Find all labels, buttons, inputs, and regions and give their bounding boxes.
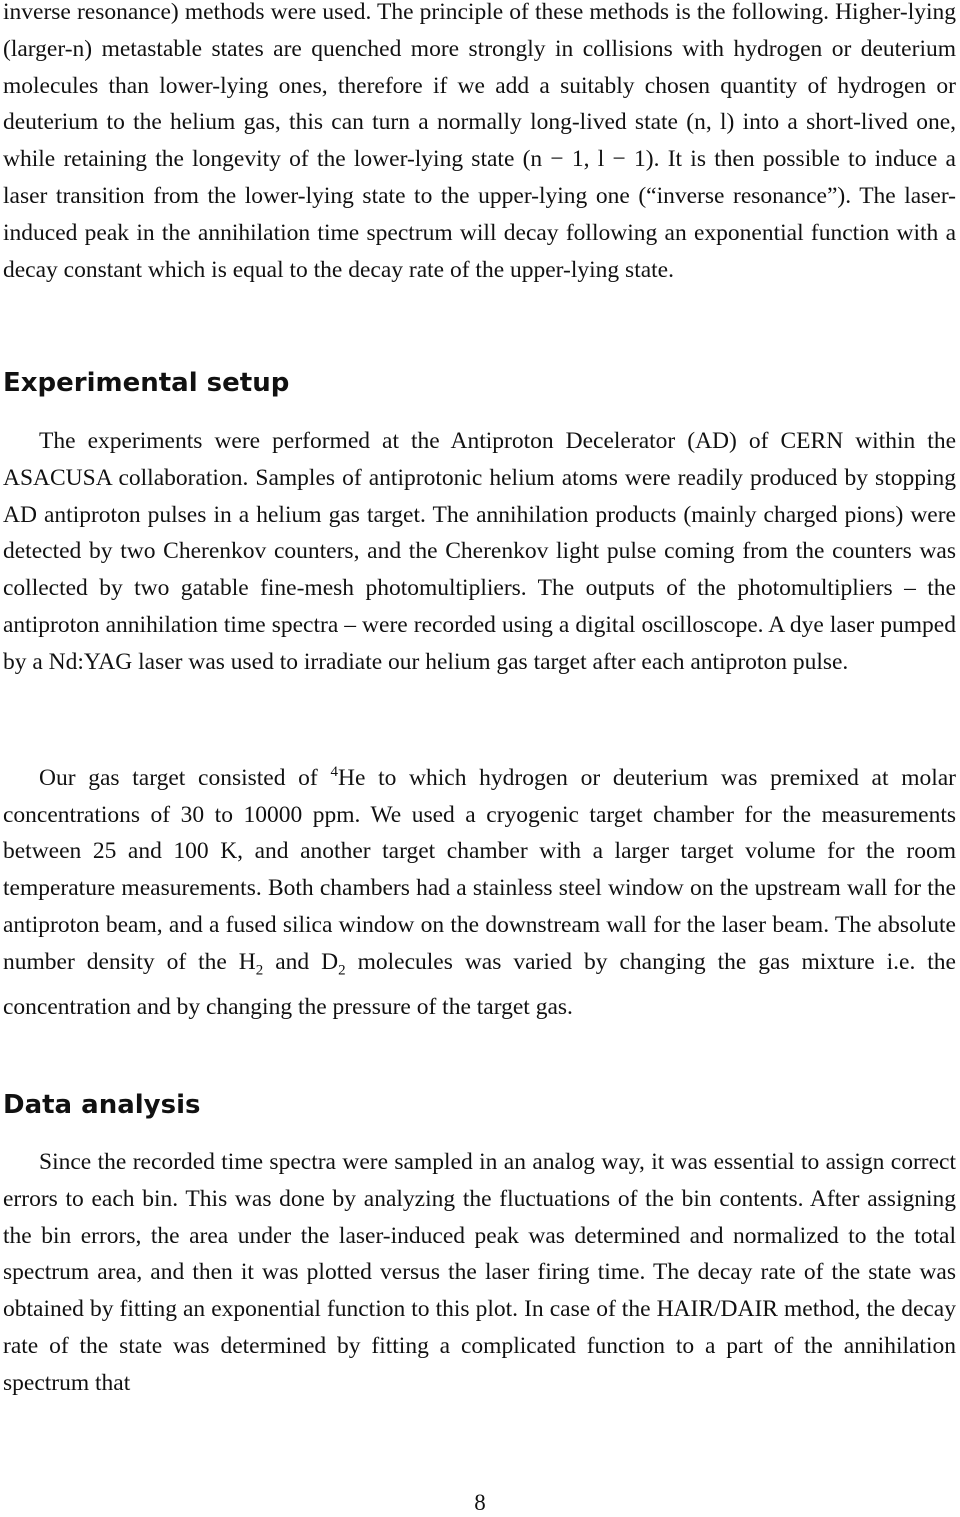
heading-experimental-setup: Experimental setup [3, 368, 290, 398]
subscript-2: 2 [255, 962, 264, 979]
paragraph-principle: inverse resonance) methods were used. The principle of these methods is the following. Higher-lying (larger-n) metastable states are quenched more strongly in collisions with hydrogen or deuterium molecules than lower-lying ones, therefore if we add a suitably chosen quantity of hydrogen or deuterium to the helium gas, this can turn a normally long-lived state (n, l) into a short-lived one, while retaining the longevity of the lower-lying state (n − 1, l − 1). It is then possible to induce a laser transition from the lower-lying state to the upper-lying one (“inverse resonance”). The laser-induced peak in the annihilation time spectrum will decay following an exponential function with a decay constant which is equal to the decay rate of the upper-lying state. [3, 0, 956, 283]
subscript-2: 2 [338, 962, 346, 979]
superscript-4: 4 [330, 764, 338, 780]
heading-data-analysis: Data analysis [3, 1090, 201, 1120]
paragraph-data-analysis: Since the recorded time spectra were sampled in an analog way, it was essential to assign correct errors to each bin. This was done by analyzing the fluctuations of the bin contents. After assigning the bin errors, the area under the laser-induced peak was determined and normalized to the total spectrum area, and then it was plotted versus the laser firing time. The decay rate of the state was obtained by fitting an exponential function to this plot. In case of the HAIR/DAIR method, the decay rate of the state was determined by fitting a complicated function to a part of the annihilation spectrum that [3, 1149, 956, 1396]
page-number: 8 [474, 1490, 486, 1515]
paragraph-setup: The experiments were performed at the Antiproton Decelerator (AD) of CERN within the ASACUSA collaboration. Samples of antiprotonic helium atoms were readily produced by stopping AD antiproton pulses in a helium gas target. The annihilation products (mainly charged pions) were detected by two Cherenkov counters, and the Cherenkov light pulse coming from the counters was collected by two gatable fine-mesh photomultipliers. The outputs of the photomultipliers – the antiproton annihilation time spectra – were recorded using a digital oscilloscope. A dye laser pumped by a Nd:YAG laser was used to irradiate our helium gas target after each antiproton pulse. [3, 428, 956, 675]
paragraph-gas-target: Our gas target consisted of $^4$He to which hydrogen or deuterium was premixed at molar concentrations of 30 to 10000 ppm. We used a cryogenic target chamber for the measurements between 25 and 100 K, and another target chamber with a larger target volume for the room temperature measurements. Both chambers had a stainless steel window on the upstream wall for the antiproton beam, and a fused silica window on the downstream wall for the laser beam. The absolute number density of the $H_2$ and $D_2$ molecules was varied by changing the gas mixture i.e. the concentration and by changing the pressure of the target gas. [3, 764, 957, 1021]
